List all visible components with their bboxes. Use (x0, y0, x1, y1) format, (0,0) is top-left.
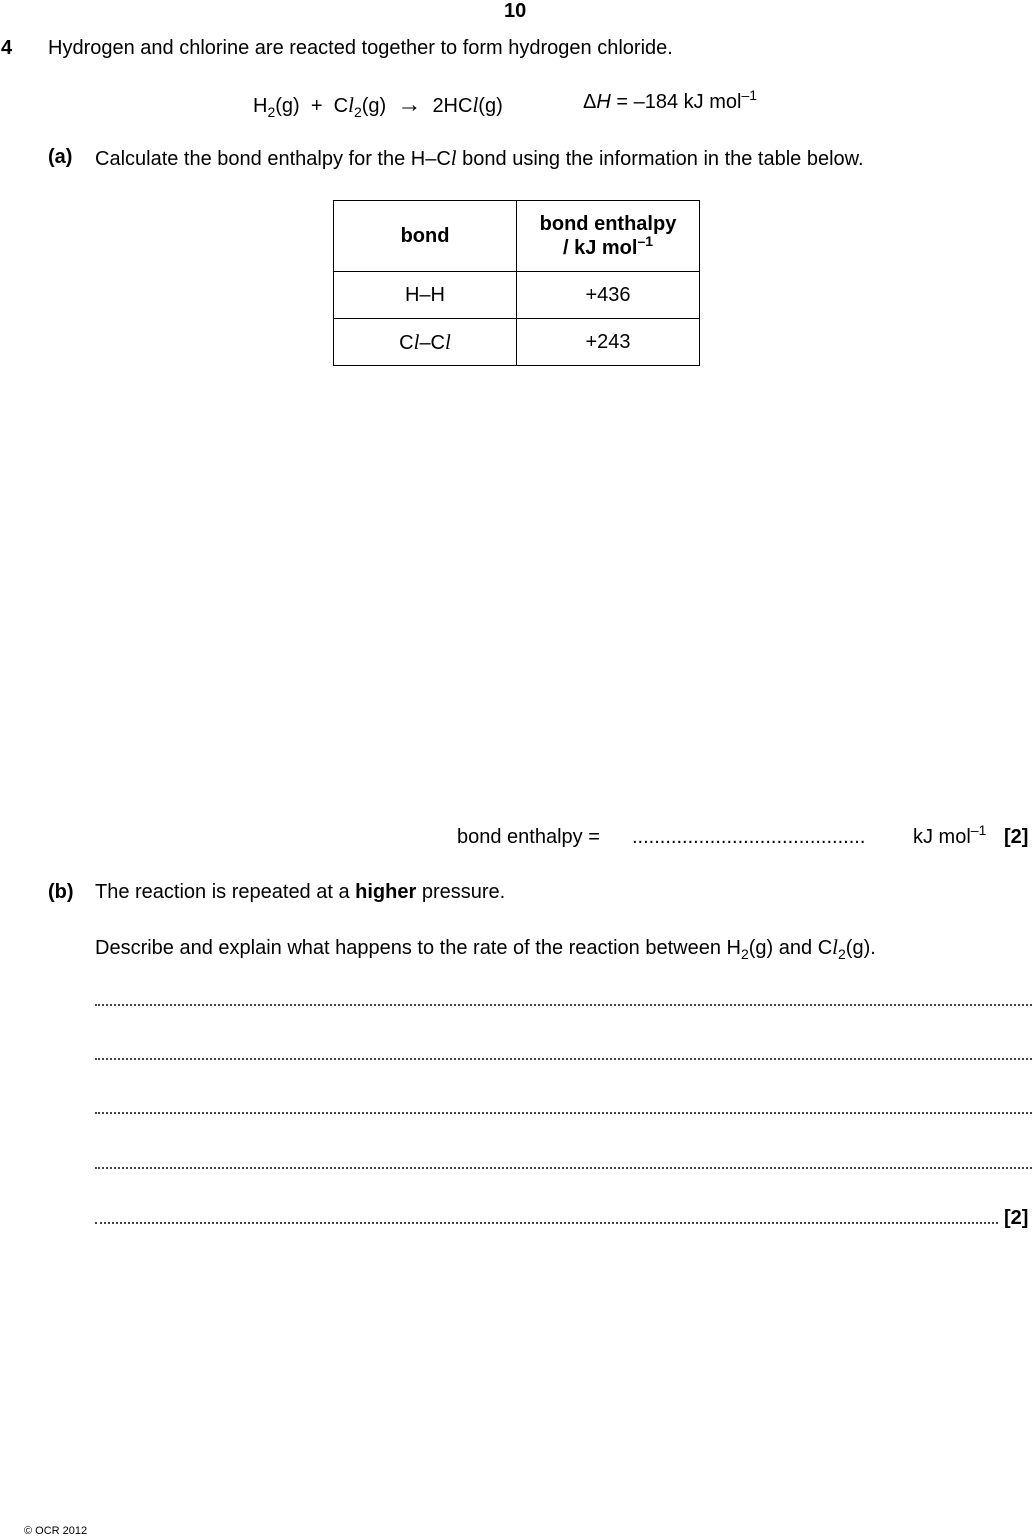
part-b-question: The reaction is repeated at a higher pressure. (95, 881, 506, 903)
question-intro: Hydrogen and chlorine are reacted together to form hydrogen chloride. (48, 37, 673, 59)
table-row (334, 319, 700, 366)
part-b-label: (b) (48, 881, 74, 903)
plus-sign: + (310, 95, 323, 117)
answer-line[interactable] (95, 1112, 1032, 1114)
header-bond: bond (334, 201, 517, 272)
answer-label: bond enthalpy = (457, 826, 600, 848)
page-number: 10 (504, 0, 527, 22)
bond-enthalpy-table (333, 200, 700, 366)
answer-unit: kJ mol$^{-1}$ (913, 822, 987, 848)
reactant-h2: $H_2(g)$ (253, 95, 300, 120)
enthalpy-cell: +243 (517, 319, 700, 366)
part-a-marks: [2] (1004, 826, 1029, 848)
answer-line[interactable] (95, 1004, 1032, 1006)
reaction-equation (253, 91, 503, 119)
reactant-cl2: $Cl_2(g)$ (333, 93, 387, 120)
table-header-row (334, 201, 700, 272)
answer-line[interactable] (95, 1222, 998, 1224)
part-a-label: (a) (48, 146, 73, 168)
header-bond-enthalpy: bond enthalpy / kJ mol$^{-1}$ (517, 201, 700, 272)
bond-cell: Cl–Cl (334, 319, 517, 366)
table-row (334, 272, 700, 319)
copyright-footer: © OCR 2012 (24, 1525, 88, 1537)
part-b-instruction: Describe and explain what happens to the rate of the reaction between $H_2(g)$ and $Cl_2(g)$. (95, 935, 876, 962)
reaction-arrow-icon: → (397, 91, 422, 118)
question-number: 4 (1, 37, 13, 59)
bond-cell: H–H (334, 272, 517, 319)
enthalpy-change: ΔH = –184 kJ mol$^{-1}$ (583, 87, 758, 113)
part-b-marks: [2] (1004, 1207, 1029, 1229)
product-hcl: 2HCl(g) (432, 93, 503, 117)
answer-input[interactable]: .......................................... (632, 826, 866, 848)
enthalpy-cell: +436 (517, 272, 700, 319)
answer-line[interactable] (95, 1058, 1032, 1060)
part-a-question: Calculate the bond enthalpy for the H–Cl bond using the information in the table below. (95, 146, 864, 170)
answer-line[interactable] (95, 1167, 1032, 1169)
